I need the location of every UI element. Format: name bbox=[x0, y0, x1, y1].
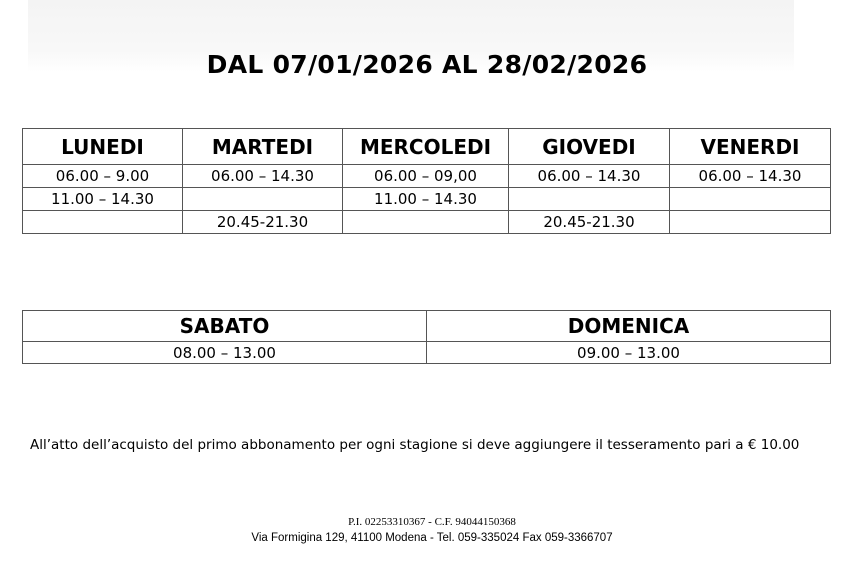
page-title: DAL 07/01/2026 AL 28/02/2026 bbox=[206, 50, 648, 79]
time-cell: 20.45-21.30 bbox=[183, 211, 343, 234]
day-header-giovedi: GIOVEDI bbox=[509, 129, 670, 165]
time-cell: 06.00 – 9.00 bbox=[23, 165, 183, 188]
table-row bbox=[23, 342, 831, 364]
time-cell: 06.00 – 14.30 bbox=[670, 165, 831, 188]
time-cell: 08.00 – 13.00 bbox=[23, 342, 427, 364]
time-cell bbox=[23, 211, 183, 234]
day-header-venerdi: VENERDI bbox=[670, 129, 831, 165]
time-cell bbox=[509, 188, 670, 211]
day-header-lunedi: LUNEDI bbox=[23, 129, 183, 165]
time-cell: 11.00 – 14.30 bbox=[343, 188, 509, 211]
table-row bbox=[23, 165, 831, 188]
time-cell bbox=[670, 188, 831, 211]
membership-note: All’atto dell’acquisto del primo abbonamento per ogni stagione si deve aggiungere il tesseramento pari a € 10.00 bbox=[30, 437, 800, 453]
day-header-domenica: DOMENICA bbox=[427, 311, 831, 342]
day-header-sabato: SABATO bbox=[23, 311, 427, 342]
time-cell: 20.45-21.30 bbox=[509, 211, 670, 234]
time-cell: 06.00 – 14.30 bbox=[509, 165, 670, 188]
footer-address: Via Formigina 129, 41100 Modena - Tel. 059-335024 Fax 059-3366707 bbox=[251, 532, 613, 544]
weekday-schedule-table bbox=[22, 128, 831, 234]
weekday-header-row bbox=[23, 129, 831, 165]
time-cell: 06.00 – 09,00 bbox=[343, 165, 509, 188]
time-cell: 09.00 – 13.00 bbox=[427, 342, 831, 364]
time-cell: 11.00 – 14.30 bbox=[23, 188, 183, 211]
time-cell bbox=[343, 211, 509, 234]
table-row bbox=[23, 188, 831, 211]
time-cell bbox=[183, 188, 343, 211]
day-header-mercoledi: MERCOLEDI bbox=[343, 129, 509, 165]
weekend-schedule-table bbox=[22, 310, 831, 364]
time-cell bbox=[670, 211, 831, 234]
weekend-header-row bbox=[23, 311, 831, 342]
time-cell: 06.00 – 14.30 bbox=[183, 165, 343, 188]
day-header-martedi: MARTEDI bbox=[183, 129, 343, 165]
table-row bbox=[23, 211, 831, 234]
footer-tax-ids: P.I. 02253310367 - C.F. 94044150368 bbox=[348, 516, 516, 528]
